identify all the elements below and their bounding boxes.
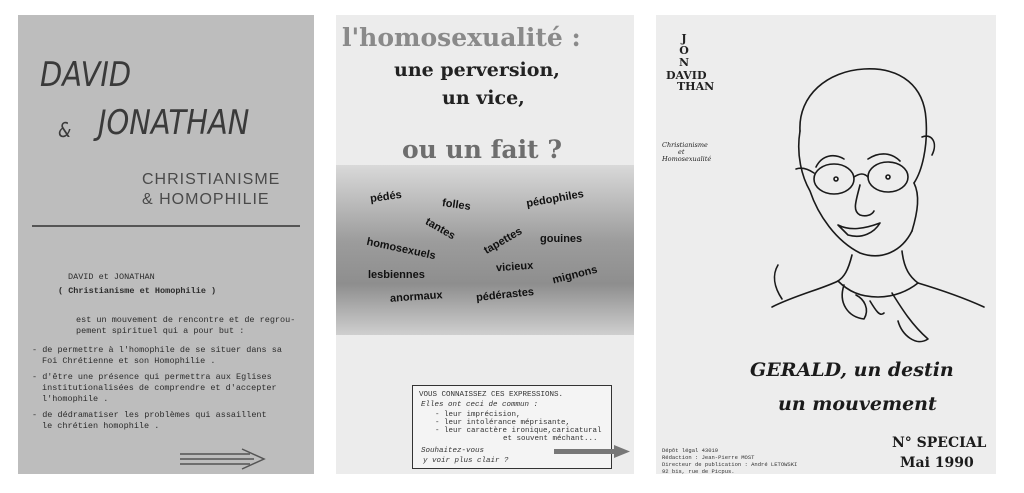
cover3-legal-2: Rédaction : Jean-Pierre MOST <box>662 454 755 461</box>
word-item: pédérastes <box>475 285 535 305</box>
cover2-box-line4: - leur intolérance méprisante, <box>435 419 571 427</box>
cover1-subtitle-2: & HOMOPHILIE <box>142 191 270 208</box>
word-item: tapettes <box>481 225 525 257</box>
cover1-bullet1-1: - de permettre à l'homophile de se situer dans sa <box>32 345 282 355</box>
word-item: gouines <box>540 233 583 245</box>
word-item: anormaux <box>389 289 443 305</box>
cover3-tag-1: Christianisme <box>662 141 708 149</box>
cover2-box-line7: Souhaitez-vous <box>421 447 485 455</box>
cover3-date: Mai 1990 <box>900 455 974 471</box>
cover3-issue: N° SPECIAL <box>892 435 987 451</box>
cover1-divider <box>32 225 300 227</box>
word-item: vicieux <box>495 259 534 275</box>
cover2-box-line8: y voir plus clair ? <box>423 457 509 465</box>
cover1-bullet2-2: institutionalisées de comprendre et d'accepter <box>42 383 277 393</box>
cover3-caption-1: GERALD, un destin <box>750 359 954 381</box>
cover2-box-line5: - leur caractère ironique,caricatural <box>435 427 602 435</box>
cover3-legal-4: 92 bis, rue de Picpus. <box>662 468 735 474</box>
cover1-intro-1: est un mouvement de rencontre et de regrou- <box>76 315 296 325</box>
cover2-line3: un vice, <box>442 87 525 109</box>
cover1-bullet3-1: - de dédramatiser les problèmes qui assaillent <box>32 410 267 420</box>
cover2-box-line6: et souvent méchant... <box>503 435 598 443</box>
word-item: mignons <box>551 263 599 287</box>
cover-gerald <box>656 15 996 474</box>
cover2-line4: ou un fait ? <box>402 135 562 164</box>
cover1-intro-2: pement spirituel qui a pour but : <box>76 326 245 336</box>
cover1-header-1: DAVID et JONATHAN <box>68 272 155 282</box>
cover1-title-david: DAVID <box>40 55 132 95</box>
cover1-bullet1-2: Foi Chrétienne et son Homophilie . <box>42 356 216 366</box>
cover-homosexualite <box>336 15 634 474</box>
cover3-caption-2: un mouvement <box>778 393 937 415</box>
cover3-tag-3: Homosexualité <box>662 155 712 163</box>
cover3-legal-3: Directeur de publication : André LETOWSKI <box>662 461 798 468</box>
word-item: lesbiennes <box>368 269 425 281</box>
cover1-subtitle-1: CHRISTIANISME <box>142 171 281 188</box>
cover1-title-amp: & <box>58 118 72 142</box>
word-item: pédophiles <box>525 188 585 210</box>
cover1-title-jonathan: JONATHAN <box>98 103 250 143</box>
cover3-vertical-bottom: THAN <box>677 80 715 93</box>
portrait-illustration <box>752 55 992 345</box>
cover1-bullet2-1: - d'être une présence qui permettra aux Eglises <box>32 372 272 382</box>
cover2-arrow-icon <box>554 445 630 459</box>
cover1-arrow-icon <box>178 448 268 470</box>
cover3-tag-2: et <box>678 148 685 156</box>
cover2-line2: une perversion, <box>394 59 560 81</box>
cover2-words-band <box>336 165 634 335</box>
word-item: pédés <box>369 188 403 206</box>
cover2-box-line2: Elles ont ceci de commun : <box>421 401 539 409</box>
cover3-vertical-top: JON <box>678 32 690 69</box>
cover1-bullet3-2: le chrétien homophile . <box>42 421 160 431</box>
cover-david-jonathan-1 <box>18 15 314 474</box>
cover3-legal-1: Dépôt légal 43019 <box>662 447 719 454</box>
cover2-box-line1: VOUS CONNAISSEZ CES EXPRESSIONS. <box>419 391 564 399</box>
word-item: tantes <box>423 215 458 243</box>
word-item: homosexuels <box>365 235 437 263</box>
word-item: folles <box>441 197 472 213</box>
cover3-david: DAVID <box>666 69 707 82</box>
cover2-headline: l'homosexualité : <box>342 23 581 52</box>
cover1-bullet2-3: l'homophile . <box>42 394 109 404</box>
cover1-header-2: ( Christianisme et Homophilie ) <box>58 286 217 296</box>
cover2-box-line3: - leur imprécision, <box>435 411 521 419</box>
